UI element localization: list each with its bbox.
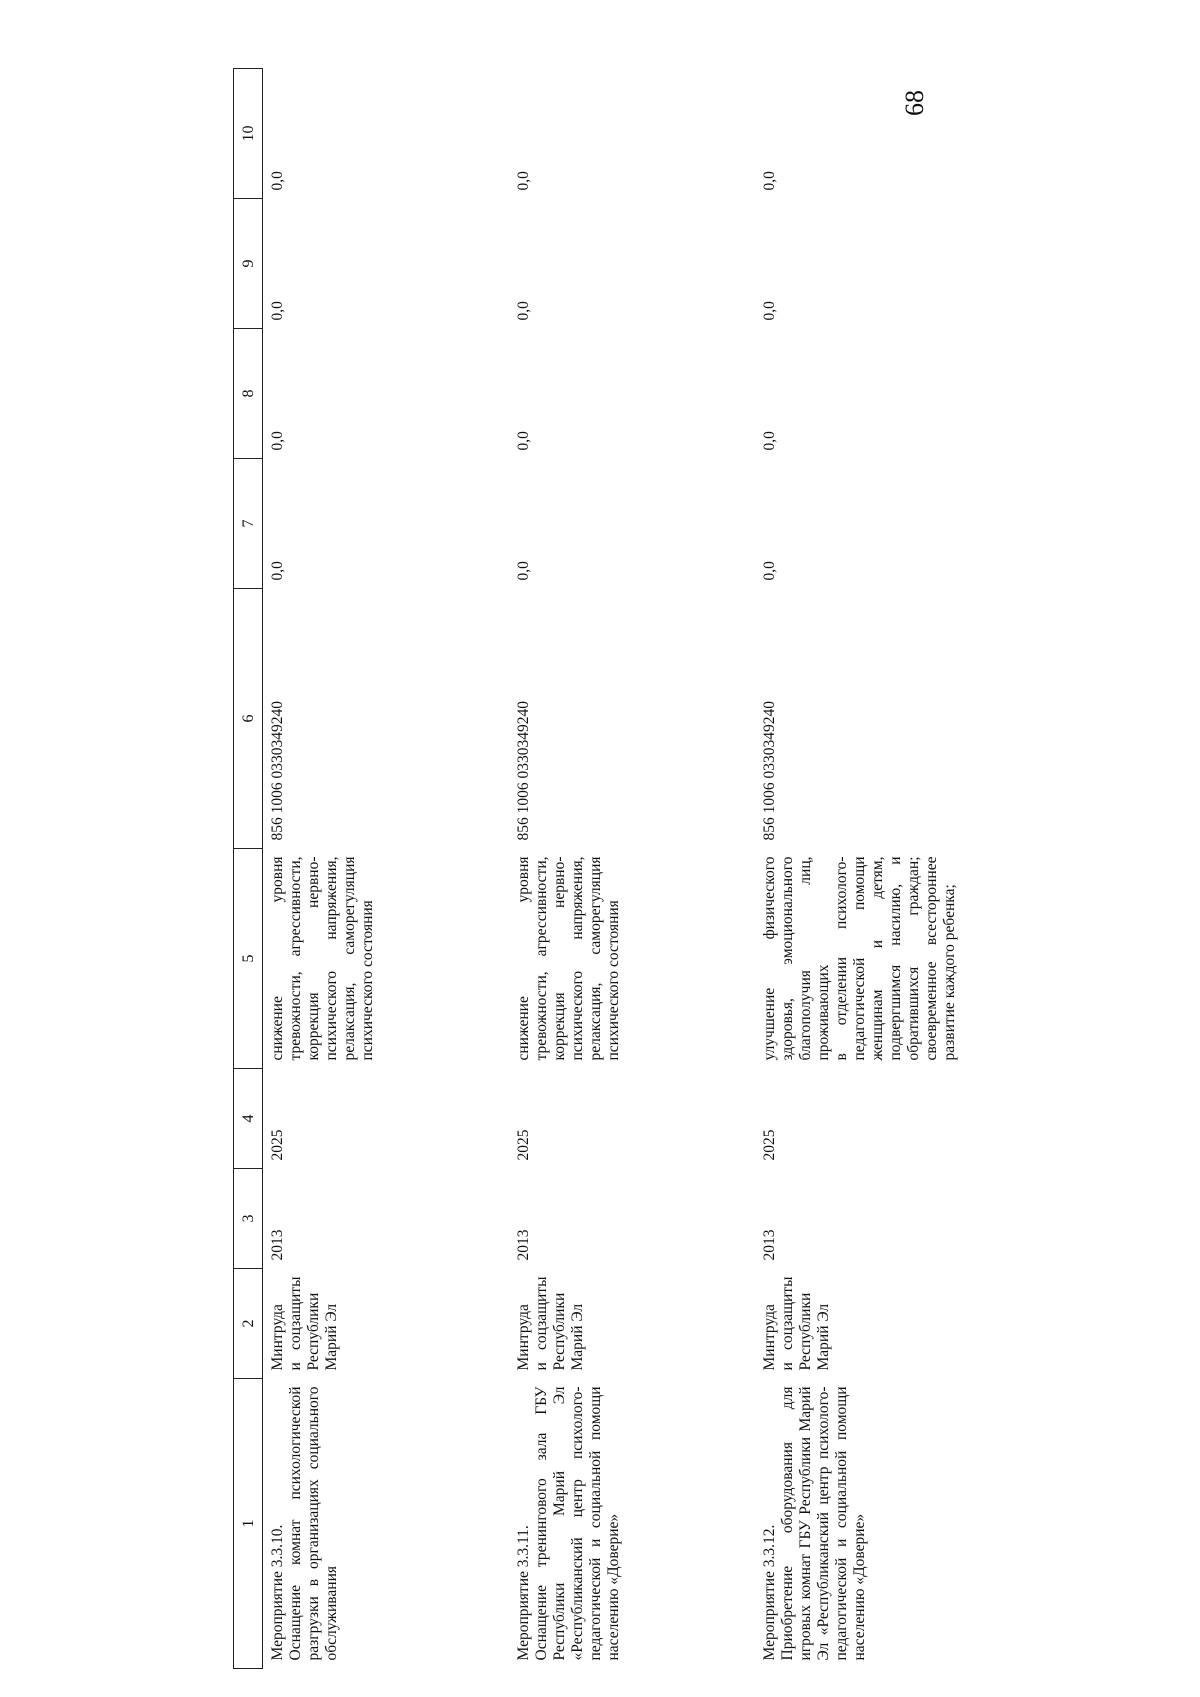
column-numbers-row	[234, 69, 263, 1669]
column-number: 3	[234, 1169, 263, 1269]
executor: Минтруда и соцзащиты Республики Марий Эл	[515, 1276, 586, 1371]
value-col-7: 0,0	[761, 561, 778, 581]
column-number: 10	[234, 69, 263, 199]
column-number: 8	[234, 329, 263, 459]
program-table	[233, 68, 1001, 1669]
rotated-table-frame	[233, 69, 1198, 1669]
budget-code: 856 1006 0330349240	[269, 701, 286, 841]
page-number: 68	[900, 90, 929, 116]
executor: Минтруда и соцзащиты Республики Марий Эл	[269, 1276, 340, 1371]
start-year: 2013	[761, 1229, 778, 1261]
expected-result: снижение уровня тревожности, агрессивности, коррекция нервно-психического напряжения, релаксация, саморегуляция психического состояния	[269, 856, 376, 1061]
measure-name: Мероприятие 3.3.11. Оснащение тренингового зала ГБУ Республики Марий Эл «Республиканский центр психолого-педагогической и социальной помощи населению «Доверие»	[515, 1386, 622, 1661]
end-year: 2025	[515, 1129, 532, 1161]
value-col-8: 0,0	[515, 431, 532, 451]
budget-code: 856 1006 0330349240	[761, 701, 778, 841]
value-col-10: 0,0	[515, 171, 532, 191]
column-number: 9	[234, 199, 263, 329]
value-col-10: 0,0	[761, 171, 778, 191]
table-row	[755, 69, 1001, 1669]
value-col-9: 0,0	[761, 301, 778, 321]
table-row	[509, 69, 755, 1669]
column-number: 1	[234, 1379, 263, 1669]
executor: Минтруда и соцзащиты Республики Марий Эл	[761, 1276, 832, 1371]
measure-name: Мероприятие 3.3.12. Приобретение оборудования для игровых комнат ГБУ Республики Марий Эл «Республиканский центр психолого-педагогической и социальной помощи населению «Доверие»	[761, 1386, 868, 1661]
value-col-8: 0,0	[761, 431, 778, 451]
end-year: 2025	[269, 1129, 286, 1161]
value-col-10: 0,0	[269, 171, 286, 191]
start-year: 2013	[269, 1229, 286, 1261]
column-number: 2	[234, 1269, 263, 1379]
column-number: 7	[234, 459, 263, 589]
column-number: 4	[234, 1069, 263, 1169]
column-number: 5	[234, 849, 263, 1069]
value-col-9: 0,0	[515, 301, 532, 321]
value-col-7: 0,0	[515, 561, 532, 581]
table-row	[263, 69, 510, 1669]
column-number: 6	[234, 589, 263, 849]
value-col-9: 0,0	[269, 301, 286, 321]
end-year: 2025	[761, 1129, 778, 1161]
expected-result: снижение уровня тревожности, агрессивности, коррекция нервно-психического напряжения, релаксация, саморегуляция психического состояния	[515, 856, 622, 1061]
value-col-7: 0,0	[269, 561, 286, 581]
start-year: 2013	[515, 1229, 532, 1261]
expected-result: улучшение физического здоровья, эмоционального благополучия лиц, проживающих в отделении психолого-педагогической помощи женщинам и детям, подвергшимся насилию, и обратившихся граждан; своевременное всестороннее развитие каждого ребенка;	[761, 856, 958, 1061]
value-col-8: 0,0	[269, 431, 286, 451]
budget-code: 856 1006 0330349240	[515, 701, 532, 841]
measure-name: Мероприятие 3.3.10. Оснащение комнат психологической разгрузки в организациях социального обслуживания	[269, 1386, 340, 1661]
